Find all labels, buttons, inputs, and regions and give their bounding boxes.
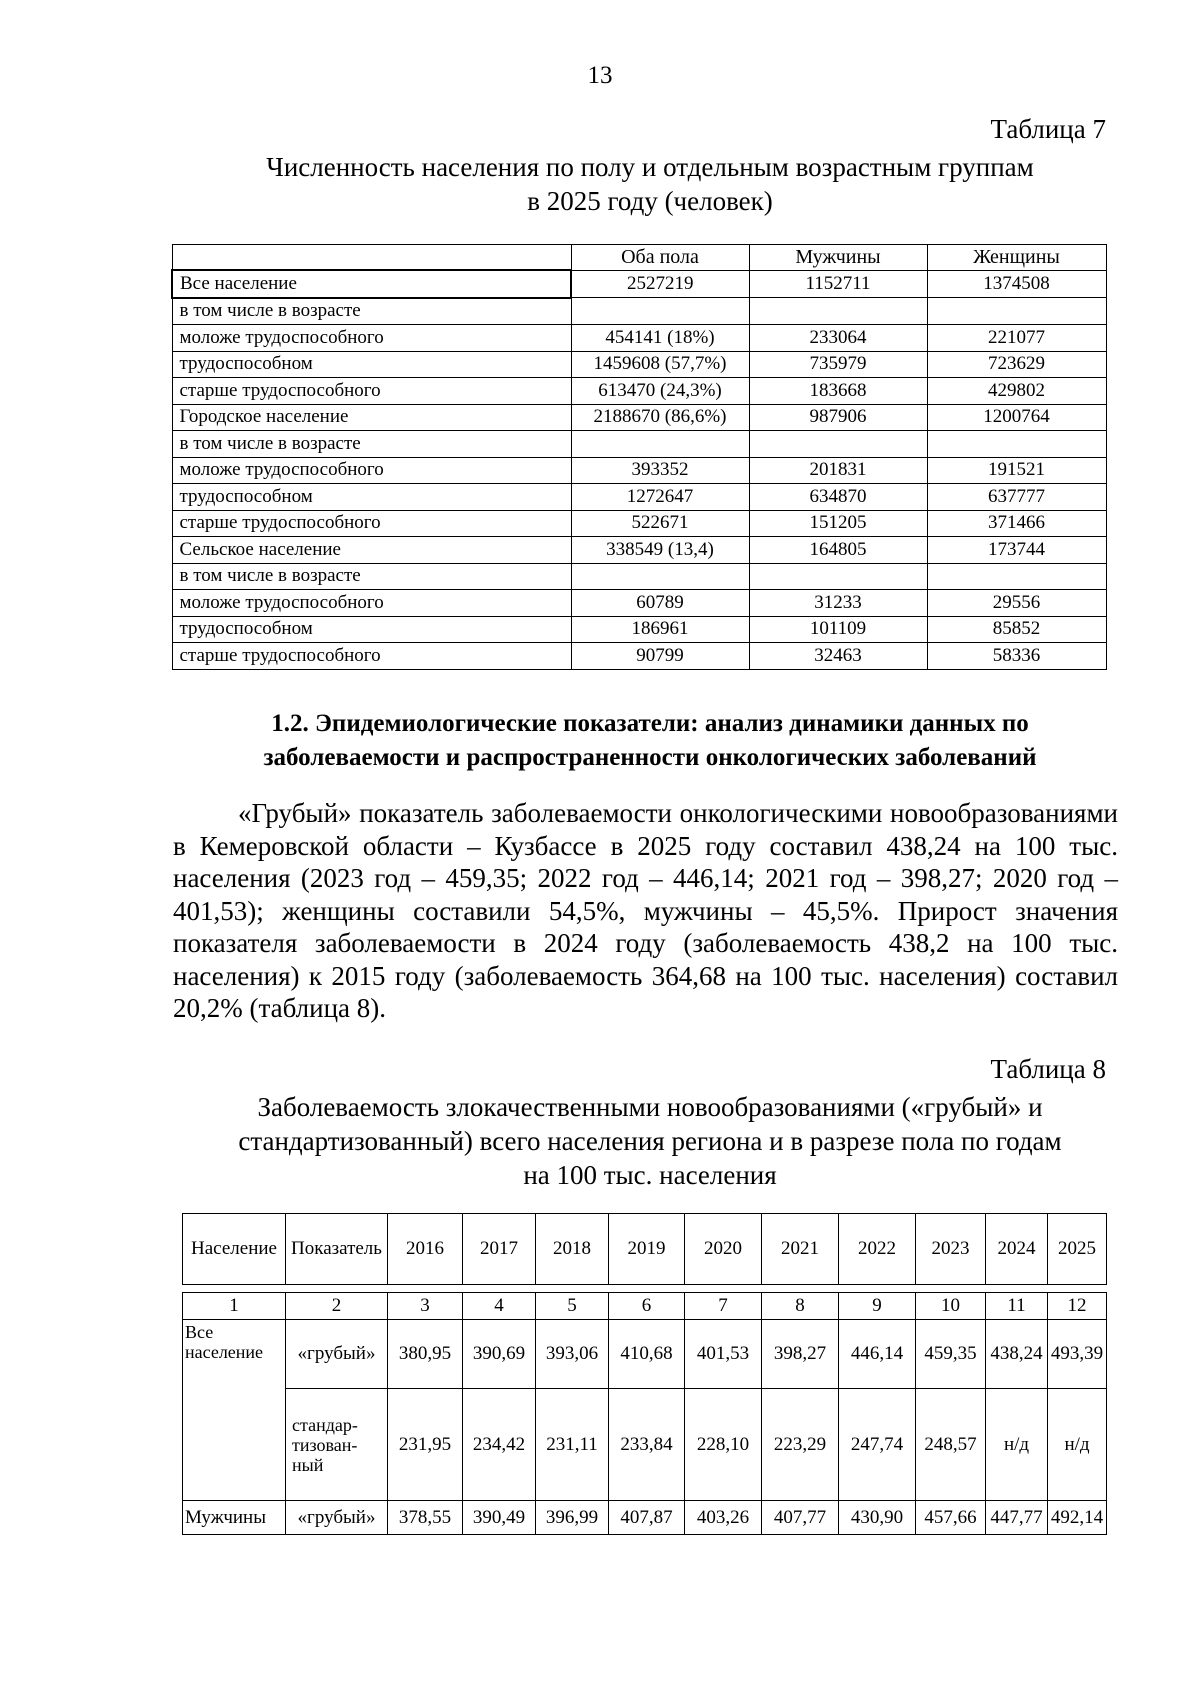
table-row [172, 431, 1106, 458]
table-cell: 248,57 [916, 1389, 986, 1501]
table-cell: 231,95 [388, 1389, 463, 1501]
table-cell: 221077 [927, 325, 1106, 352]
table-cell: 735979 [749, 351, 927, 378]
table7-header-cell [172, 245, 571, 271]
table-cell: 492,14 [1048, 1501, 1107, 1535]
table-cell: 371466 [927, 510, 1106, 537]
row-label: Все население [172, 270, 571, 298]
indicator-cell: «грубый» [286, 1501, 388, 1535]
table8-header-cell: 2020 [685, 1214, 762, 1285]
column-number: 2 [286, 1293, 388, 1320]
table-cell: 201831 [749, 457, 927, 484]
table-cell: 1459608 (57,7%) [571, 351, 749, 378]
table-cell: 987906 [749, 404, 927, 431]
table-cell: 378,55 [388, 1501, 463, 1535]
table7 [171, 244, 1107, 670]
table8-header-cell: Население [183, 1214, 286, 1285]
table-cell: 228,10 [685, 1389, 762, 1501]
table-cell: н/д [986, 1389, 1048, 1501]
table-cell: 29556 [927, 590, 1106, 617]
table-row [172, 351, 1106, 378]
table-cell [571, 298, 749, 325]
spacer-cell [183, 1285, 1107, 1293]
body-paragraph [173, 797, 1118, 1025]
table-cell: 101109 [749, 616, 927, 643]
table-cell: 522671 [571, 510, 749, 537]
table-cell: 60789 [571, 590, 749, 617]
table-cell [927, 431, 1106, 458]
table-cell: 90799 [571, 643, 749, 670]
indicator-cell: стандар-тизован-ный [286, 1389, 388, 1501]
table-cell: 398,27 [762, 1320, 839, 1389]
table-cell: 85852 [927, 616, 1106, 643]
table-cell: 396,99 [536, 1501, 609, 1535]
table-cell [749, 298, 927, 325]
table-cell: 429802 [927, 378, 1106, 405]
column-number: 3 [388, 1293, 463, 1320]
table-row [183, 1501, 1107, 1535]
paragraph-text: «Грубый» показатель заболеваемости онкологическими новообразованиями в Кемеровской области – Кузбассе в 2025 году составил 438,24 на 100 тыс. населения (2023 год – 459,35; 2022 год – 446,14; 2021 год – 398,27; 2020 год – 401,53); женщины составили 54,5%, мужчины – 45,5%. Прирост значения показателя заболеваемости в 2024 году (заболеваемость 438,2 на 100 тыс. населения) к 2015 году (заболеваемость 364,68 на 100 тыс. населения) составил 20,2% (таблица 8). [173, 798, 1118, 1023]
table-cell [927, 298, 1106, 325]
table-cell [749, 563, 927, 590]
table-cell: 613470 (24,3%) [571, 378, 749, 405]
row-label: старше трудоспособного [172, 378, 571, 405]
table-row [172, 510, 1106, 537]
table-cell: 390,49 [463, 1501, 536, 1535]
column-number: 4 [463, 1293, 536, 1320]
table8-header-cell: 2016 [388, 1214, 463, 1285]
table-cell: 1152711 [749, 270, 927, 298]
table-cell [749, 431, 927, 458]
table-row [172, 484, 1106, 511]
table-cell: 407,77 [762, 1501, 839, 1535]
table-cell: 186961 [571, 616, 749, 643]
table-cell: 338549 (13,4) [571, 537, 749, 564]
table8-header-cell: 2019 [609, 1214, 685, 1285]
table-cell: 430,90 [839, 1501, 916, 1535]
table-cell: 459,35 [916, 1320, 986, 1389]
population-cell: Все население [183, 1320, 286, 1501]
table-cell: н/д [1048, 1389, 1107, 1501]
column-number: 7 [685, 1293, 762, 1320]
column-number: 9 [839, 1293, 916, 1320]
table-cell: 1272647 [571, 484, 749, 511]
table-cell: 223,29 [762, 1389, 839, 1501]
section-heading-line2: заболеваемости и распространенности онкологических заболеваний [263, 744, 1037, 771]
section-heading-line1: 1.2. Эпидемиологические показатели: анализ динамики данных по [271, 710, 1029, 737]
table-row [172, 378, 1106, 405]
row-label: Сельское население [172, 537, 571, 564]
table7-title-line2: в 2025 году (человек) [527, 186, 773, 216]
table8-header-cell: 2018 [536, 1214, 609, 1285]
table-row [172, 325, 1106, 352]
table-cell [927, 563, 1106, 590]
table-cell: 446,14 [839, 1320, 916, 1389]
row-label: старше трудоспособного [172, 510, 571, 537]
table7-title [160, 150, 1140, 218]
table-cell: 234,42 [463, 1389, 536, 1501]
table7-header-cell: Мужчины [749, 245, 927, 271]
table-cell: 151205 [749, 510, 927, 537]
table-row [172, 537, 1106, 564]
table-cell: 454141 (18%) [571, 325, 749, 352]
table8-header-cell: 2017 [463, 1214, 536, 1285]
column-number: 12 [1048, 1293, 1107, 1320]
table-row [172, 404, 1106, 431]
table-cell: 380,95 [388, 1320, 463, 1389]
table-row [172, 563, 1106, 590]
table-cell: 403,26 [685, 1501, 762, 1535]
table-row [183, 1320, 1107, 1389]
table-cell: 58336 [927, 643, 1106, 670]
table-cell: 1200764 [927, 404, 1106, 431]
table-cell: 1374508 [927, 270, 1106, 298]
table8-title-line1: Заболеваемость злокачественными новообразованиями («грубый» и [257, 1092, 1043, 1122]
table8-header-cell: 2024 [986, 1214, 1048, 1285]
page-number: 13 [587, 62, 613, 89]
table-cell: 164805 [749, 537, 927, 564]
table-cell: 2188670 (86,6%) [571, 404, 749, 431]
table-cell [571, 431, 749, 458]
column-number: 8 [762, 1293, 839, 1320]
table-cell: 173744 [927, 537, 1106, 564]
table-cell: 493,39 [1048, 1320, 1107, 1389]
column-number: 10 [916, 1293, 986, 1320]
table7-title-line1: Численность населения по полу и отдельным возрастным группам [266, 152, 1034, 182]
table8-title-line2: стандартизованный) всего населения региона и в разрезе пола по годам [238, 1126, 1062, 1156]
row-label: старше трудоспособного [172, 643, 571, 670]
table7-header-cell: Оба пола [571, 245, 749, 271]
table-cell: 447,77 [986, 1501, 1048, 1535]
table-row [183, 1389, 1107, 1501]
row-label: в том числе в возрасте [172, 298, 571, 325]
table8-header-cell: Показатель [286, 1214, 388, 1285]
row-label: трудоспособном [172, 616, 571, 643]
row-label: Городское население [172, 404, 571, 431]
population-cell: Мужчины [183, 1501, 286, 1535]
table-row [172, 590, 1106, 617]
table8-column-numbers [183, 1293, 1107, 1320]
table7-label: Таблица 7 [990, 114, 1106, 144]
table-cell: 410,68 [609, 1320, 685, 1389]
table-row [172, 298, 1106, 325]
table-cell: 634870 [749, 484, 927, 511]
row-label: трудоспособном [172, 351, 571, 378]
table-cell: 390,69 [463, 1320, 536, 1389]
table-cell: 438,24 [986, 1320, 1048, 1389]
table-cell: 191521 [927, 457, 1106, 484]
table8-header-row [183, 1214, 1107, 1285]
table-cell: 637777 [927, 484, 1106, 511]
table-cell: 2527219 [571, 270, 749, 298]
row-label: моложе трудоспособного [172, 590, 571, 617]
table8-header-cell: 2025 [1048, 1214, 1107, 1285]
table-cell: 247,74 [839, 1389, 916, 1501]
column-number: 6 [609, 1293, 685, 1320]
table-row [172, 270, 1106, 298]
table8 [182, 1213, 1107, 1535]
table-cell [571, 563, 749, 590]
table-cell: 407,87 [609, 1501, 685, 1535]
table8-header-cell: 2022 [839, 1214, 916, 1285]
table-row [172, 616, 1106, 643]
column-number: 1 [183, 1293, 286, 1320]
table8-header-cell: 2023 [916, 1214, 986, 1285]
table-cell: 457,66 [916, 1501, 986, 1535]
row-label: трудоспособном [172, 484, 571, 511]
section-heading [160, 707, 1140, 775]
table8-title-line3: на 100 тыс. населения [523, 1160, 777, 1190]
table-cell: 401,53 [685, 1320, 762, 1389]
column-number: 5 [536, 1293, 609, 1320]
table-row [172, 643, 1106, 670]
table-cell: 393352 [571, 457, 749, 484]
table8-label: Таблица 8 [990, 1054, 1106, 1084]
table-cell: 31233 [749, 590, 927, 617]
row-label: в том числе в возрасте [172, 563, 571, 590]
table8-title [160, 1090, 1140, 1192]
table8-spacer-row [183, 1285, 1107, 1293]
table-cell: 32463 [749, 643, 927, 670]
table8-header-cell: 2021 [762, 1214, 839, 1285]
table-cell: 723629 [927, 351, 1106, 378]
table7-header-row [172, 245, 1106, 271]
table7-header-cell: Женщины [927, 245, 1106, 271]
row-label: в том числе в возрасте [172, 431, 571, 458]
table-cell: 183668 [749, 378, 927, 405]
row-label: моложе трудоспособного [172, 325, 571, 352]
row-label: моложе трудоспособного [172, 457, 571, 484]
table-cell: 231,11 [536, 1389, 609, 1501]
indicator-cell: «грубый» [286, 1320, 388, 1389]
table-cell: 393,06 [536, 1320, 609, 1389]
table-cell: 233064 [749, 325, 927, 352]
table-cell: 233,84 [609, 1389, 685, 1501]
column-number: 11 [986, 1293, 1048, 1320]
table-row [172, 457, 1106, 484]
